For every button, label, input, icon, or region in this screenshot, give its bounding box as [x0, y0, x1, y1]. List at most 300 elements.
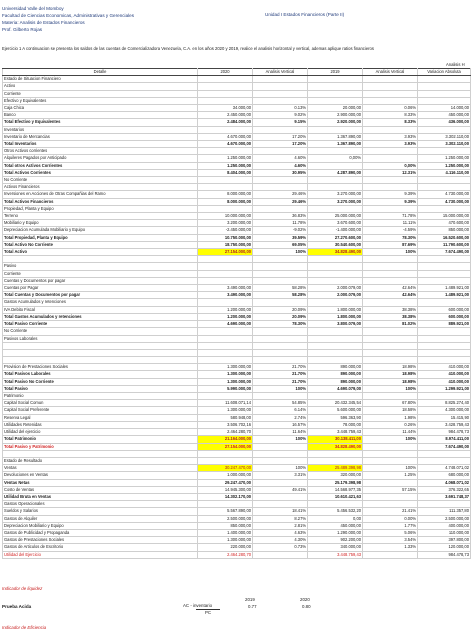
- value-cell[interactable]: [253, 299, 308, 306]
- value-cell[interactable]: [308, 299, 363, 306]
- value-cell[interactable]: 11.44%: [363, 429, 418, 436]
- value-cell[interactable]: 410.000,00: [418, 371, 471, 378]
- value-cell[interactable]: 3.93%: [363, 133, 418, 140]
- value-cell[interactable]: 0.26%: [363, 421, 418, 428]
- row-label-cell[interactable]: Gastos de Articulos de Escritorio: [3, 544, 198, 551]
- value-cell[interactable]: [363, 177, 418, 184]
- value-cell[interactable]: [363, 457, 418, 464]
- value-cell[interactable]: 8.27%: [253, 515, 308, 522]
- value-cell[interactable]: 889.921,00: [418, 321, 471, 328]
- value-cell[interactable]: 2.920.000,00: [308, 119, 363, 126]
- value-cell[interactable]: 4.690.000,00: [198, 321, 253, 328]
- value-cell[interactable]: -1.400.000,00: [308, 227, 363, 234]
- value-cell[interactable]: 27.154.000,00: [198, 443, 253, 450]
- value-cell[interactable]: 9.15%: [253, 119, 308, 126]
- value-cell[interactable]: [308, 148, 363, 155]
- row-label-cell[interactable]: Gastos Acumulados y retenciones: [3, 299, 198, 306]
- value-cell[interactable]: 2.484.000,00: [198, 119, 253, 126]
- value-cell[interactable]: 25.000.000,00: [308, 213, 363, 220]
- value-cell[interactable]: 1.200.000,00: [198, 306, 253, 313]
- value-cell[interactable]: [198, 256, 253, 263]
- value-cell[interactable]: 16.520.600,00: [418, 234, 471, 241]
- value-cell[interactable]: 18.98%: [363, 364, 418, 371]
- value-cell[interactable]: 110.000,00: [418, 529, 471, 536]
- row-label-cell[interactable]: Corriente: [3, 90, 198, 97]
- row-label-cell[interactable]: Inversiones en Acciones de Otras Compañias del Ramo: [3, 191, 198, 198]
- value-cell[interactable]: [363, 270, 418, 277]
- value-cell[interactable]: [253, 457, 308, 464]
- value-cell[interactable]: [308, 457, 363, 464]
- value-cell[interactable]: [198, 457, 253, 464]
- row-label-cell[interactable]: [3, 256, 198, 263]
- value-cell[interactable]: [308, 349, 363, 356]
- value-cell[interactable]: 42.64%: [363, 285, 418, 292]
- value-cell[interactable]: 1.800.000,00: [308, 313, 363, 320]
- value-cell[interactable]: 8.404.000,00: [198, 169, 253, 176]
- value-cell[interactable]: 3.448.759,43: [308, 551, 363, 558]
- value-cell[interactable]: 10.750.000,00: [198, 234, 253, 241]
- value-cell[interactable]: [363, 501, 418, 508]
- value-cell[interactable]: 340.000,00: [308, 544, 363, 551]
- value-cell[interactable]: 14.302.170,00: [198, 493, 253, 500]
- value-cell[interactable]: 3.54%: [363, 537, 418, 544]
- row-label-cell[interactable]: [3, 450, 198, 457]
- value-cell[interactable]: [198, 76, 253, 83]
- value-cell[interactable]: 1.800.000,00: [308, 306, 363, 313]
- value-cell[interactable]: 1.300.000,00: [198, 364, 253, 371]
- row-label-cell[interactable]: Total Pasivo No Corriente: [3, 378, 198, 385]
- value-cell[interactable]: 30.247.470,00: [198, 465, 253, 472]
- value-cell[interactable]: 0,00%: [363, 162, 418, 169]
- value-cell[interactable]: [198, 177, 253, 184]
- value-cell[interactable]: [363, 357, 418, 364]
- row-label-cell[interactable]: Estado de Situacion Financiero: [3, 76, 198, 83]
- value-cell[interactable]: 410.000,00: [418, 364, 471, 371]
- value-cell[interactable]: 4.748.071,02: [418, 465, 471, 472]
- value-cell[interactable]: [198, 90, 253, 97]
- row-label-cell[interactable]: Gastos Operacionales: [3, 501, 198, 508]
- value-cell[interactable]: [253, 76, 308, 83]
- value-cell[interactable]: 14.568.977,35: [308, 486, 363, 493]
- value-cell[interactable]: 5.990.000,00: [198, 385, 253, 392]
- value-cell[interactable]: 0.06%: [363, 105, 418, 112]
- value-cell[interactable]: [363, 443, 418, 450]
- row-label-cell[interactable]: Total Cuentas y Documentos por pagar: [3, 292, 198, 299]
- row-label-cell[interactable]: Pasivo: [3, 263, 198, 270]
- value-cell[interactable]: [418, 393, 471, 400]
- row-label-cell[interactable]: IVA Debito Fiscal: [3, 306, 198, 313]
- value-cell[interactable]: [198, 205, 253, 212]
- value-cell[interactable]: 3.302.110,00: [418, 133, 471, 140]
- value-cell[interactable]: 9.02%: [253, 112, 308, 119]
- value-cell[interactable]: [198, 184, 253, 191]
- value-cell[interactable]: 30.540.600,00: [308, 241, 363, 248]
- value-cell[interactable]: [253, 263, 308, 270]
- value-cell[interactable]: [418, 177, 471, 184]
- row-label-cell[interactable]: Estado de Resultado: [3, 457, 198, 464]
- value-cell[interactable]: [418, 76, 471, 83]
- value-cell[interactable]: 0.13%: [253, 105, 308, 112]
- row-label-cell[interactable]: Depreciacion Mobiliario y Equipo: [3, 522, 198, 529]
- value-cell[interactable]: 4.116.110,00: [418, 169, 471, 176]
- value-cell[interactable]: 21.41%: [363, 508, 418, 515]
- value-cell[interactable]: 1.300.000,00: [198, 407, 253, 414]
- value-cell[interactable]: 984.478,73: [418, 429, 471, 436]
- value-cell[interactable]: 2.900.000,00: [308, 112, 363, 119]
- value-cell[interactable]: [363, 155, 418, 162]
- value-cell[interactable]: [418, 457, 471, 464]
- value-cell[interactable]: 29.247.470,00: [198, 479, 253, 486]
- value-cell[interactable]: [363, 450, 418, 457]
- value-cell[interactable]: 71.78%: [363, 213, 418, 220]
- value-cell[interactable]: [308, 342, 363, 349]
- row-label-cell[interactable]: Mobiliario y Equipo: [3, 220, 198, 227]
- value-cell[interactable]: 1.98%: [363, 414, 418, 421]
- value-cell[interactable]: 21.70%: [253, 371, 308, 378]
- value-cell[interactable]: 5.600.000,00: [308, 407, 363, 414]
- row-label-cell[interactable]: Inventario de Mercancias: [3, 133, 198, 140]
- value-cell[interactable]: [363, 90, 418, 97]
- value-cell[interactable]: [253, 335, 308, 342]
- row-label-cell[interactable]: Alquileres Pagados por Anticipado: [3, 155, 198, 162]
- value-cell[interactable]: [363, 83, 418, 90]
- row-label-cell[interactable]: Caja Chica: [3, 105, 198, 112]
- value-cell[interactable]: 4.63%: [253, 529, 308, 536]
- value-cell[interactable]: [418, 335, 471, 342]
- value-cell[interactable]: [418, 357, 471, 364]
- value-cell[interactable]: 69.05%: [253, 241, 308, 248]
- value-cell[interactable]: 3.93%: [363, 141, 418, 148]
- value-cell[interactable]: [418, 205, 471, 212]
- value-cell[interactable]: [308, 76, 363, 83]
- value-cell[interactable]: 11.64%: [253, 429, 308, 436]
- value-cell[interactable]: [418, 148, 471, 155]
- value-cell[interactable]: 4.730.000,00: [418, 198, 471, 205]
- value-cell[interactable]: 39.59%: [253, 234, 308, 241]
- value-cell[interactable]: [308, 393, 363, 400]
- value-cell[interactable]: [253, 277, 308, 284]
- value-cell[interactable]: [198, 148, 253, 155]
- row-label-cell[interactable]: Total Propiedad, Planta y Equipo: [3, 234, 198, 241]
- row-label-cell[interactable]: Total Activo No Corriente: [3, 241, 198, 248]
- value-cell[interactable]: 3.800.079,00: [308, 321, 363, 328]
- value-cell[interactable]: [363, 205, 418, 212]
- value-cell[interactable]: [363, 184, 418, 191]
- value-cell[interactable]: 5.456.532,20: [308, 508, 363, 515]
- value-cell[interactable]: 7.674.490,00: [418, 249, 471, 256]
- value-cell[interactable]: [363, 335, 418, 342]
- value-cell[interactable]: [253, 493, 308, 500]
- value-cell[interactable]: 4.730.000,00: [418, 191, 471, 198]
- value-cell[interactable]: 1.250.000,00: [418, 155, 471, 162]
- value-cell[interactable]: 100%: [253, 249, 308, 256]
- value-cell[interactable]: 20.432.345,54: [308, 400, 363, 407]
- value-cell[interactable]: [418, 270, 471, 277]
- row-label-cell[interactable]: [3, 349, 198, 356]
- row-label-cell[interactable]: Total Gastos Acumulados y retenciones: [3, 313, 198, 320]
- row-label-cell[interactable]: Ventas: [3, 465, 198, 472]
- value-cell[interactable]: 14.000,00: [418, 105, 471, 112]
- value-cell[interactable]: 320.000,00: [308, 472, 363, 479]
- value-cell[interactable]: [198, 277, 253, 284]
- value-cell[interactable]: 3.490.000,00: [198, 292, 253, 299]
- value-cell[interactable]: 890.000,00: [308, 378, 363, 385]
- value-cell[interactable]: 8.33%: [363, 112, 418, 119]
- value-cell[interactable]: 436.000,00: [418, 119, 471, 126]
- value-cell[interactable]: 38.38%: [363, 313, 418, 320]
- row-label-cell[interactable]: Total Patrimonio: [3, 436, 198, 443]
- value-cell[interactable]: 220.000,00: [198, 544, 253, 551]
- value-cell[interactable]: [308, 335, 363, 342]
- value-cell[interactable]: -4.59%: [363, 227, 418, 234]
- row-label-cell[interactable]: Utilidad del ejercicio: [3, 429, 198, 436]
- value-cell[interactable]: 2.500.000,00: [418, 515, 471, 522]
- row-label-cell[interactable]: Patrimonio: [3, 393, 198, 400]
- row-label-cell[interactable]: Corriente: [3, 270, 198, 277]
- value-cell[interactable]: 78.30%: [363, 234, 418, 241]
- value-cell[interactable]: 36.83%: [253, 213, 308, 220]
- value-cell[interactable]: 29.46%: [253, 198, 308, 205]
- value-cell[interactable]: [198, 335, 253, 342]
- value-cell[interactable]: [418, 263, 471, 270]
- value-cell[interactable]: [363, 393, 418, 400]
- row-label-cell[interactable]: Total Activos Corrientes: [3, 169, 198, 176]
- row-label-cell[interactable]: Otros Activos corrientes: [3, 148, 198, 155]
- value-cell[interactable]: 15.000.000,00: [418, 213, 471, 220]
- value-cell[interactable]: 11.790.600,00: [418, 241, 471, 248]
- value-cell[interactable]: [253, 205, 308, 212]
- row-label-cell[interactable]: Efectivo y Equivalentes: [3, 97, 198, 104]
- value-cell[interactable]: 7.674.490,00: [418, 443, 471, 450]
- value-cell[interactable]: -2.450.000,00: [198, 227, 253, 234]
- value-cell[interactable]: 0.73%: [253, 544, 308, 551]
- value-cell[interactable]: 30.138.411,00: [308, 436, 363, 443]
- value-cell[interactable]: [253, 256, 308, 263]
- value-cell[interactable]: [198, 270, 253, 277]
- value-cell[interactable]: 4.60%: [253, 155, 308, 162]
- value-cell[interactable]: [418, 501, 471, 508]
- value-cell[interactable]: 120.000,00: [418, 544, 471, 551]
- value-cell[interactable]: 2.464.280,70: [198, 551, 253, 558]
- row-label-cell[interactable]: Costo de Ventas: [3, 486, 198, 493]
- value-cell[interactable]: 2.000.079,00: [308, 292, 363, 299]
- value-cell[interactable]: [198, 393, 253, 400]
- value-cell[interactable]: [198, 501, 253, 508]
- value-cell[interactable]: 16.57%: [253, 421, 308, 428]
- value-cell[interactable]: 30.95%: [253, 169, 308, 176]
- value-cell[interactable]: 4.60%: [253, 162, 308, 169]
- value-cell[interactable]: [308, 205, 363, 212]
- row-label-cell[interactable]: No Corriente: [3, 177, 198, 184]
- value-cell[interactable]: 27.154.000,00: [198, 249, 253, 256]
- value-cell[interactable]: [418, 277, 471, 284]
- value-cell[interactable]: [308, 184, 363, 191]
- value-cell[interactable]: 984.478,73: [418, 551, 471, 558]
- value-cell[interactable]: 4.287.890,00: [308, 169, 363, 176]
- value-cell[interactable]: 78.30%: [253, 321, 308, 328]
- value-cell[interactable]: 850.000,00: [418, 227, 471, 234]
- value-cell[interactable]: [363, 493, 418, 500]
- value-cell[interactable]: 27.270.600,00: [308, 234, 363, 241]
- value-cell[interactable]: 4.30%: [253, 537, 308, 544]
- value-cell[interactable]: 4.068.071,02: [418, 479, 471, 486]
- value-cell[interactable]: 18.58%: [363, 407, 418, 414]
- row-label-cell[interactable]: Sueldos y Salarios: [3, 508, 198, 515]
- value-cell[interactable]: 450.000,00: [308, 522, 363, 529]
- value-cell[interactable]: 5.06%: [363, 529, 418, 536]
- value-cell[interactable]: -9.02%: [253, 227, 308, 234]
- value-cell[interactable]: 1.367.890,00: [308, 141, 363, 148]
- value-cell[interactable]: [308, 256, 363, 263]
- value-cell[interactable]: [198, 342, 253, 349]
- value-cell[interactable]: 0,00: [308, 515, 363, 522]
- value-cell[interactable]: 18.98%: [363, 378, 418, 385]
- row-label-cell[interactable]: [3, 357, 198, 364]
- value-cell[interactable]: 25.179.398,98: [308, 479, 363, 486]
- value-cell[interactable]: 100%: [363, 436, 418, 443]
- value-cell[interactable]: 600.000,00: [418, 313, 471, 320]
- value-cell[interactable]: [363, 551, 418, 558]
- value-cell[interactable]: [253, 479, 308, 486]
- value-cell[interactable]: 58.28%: [253, 292, 308, 299]
- value-cell[interactable]: [253, 357, 308, 364]
- row-label-cell[interactable]: Total Pasivo Corriente: [3, 321, 198, 328]
- row-label-cell[interactable]: Utilidades Retenidas: [3, 421, 198, 428]
- value-cell[interactable]: [253, 501, 308, 508]
- value-cell[interactable]: [363, 299, 418, 306]
- value-cell[interactable]: 2.500.000,00: [198, 515, 253, 522]
- value-cell[interactable]: 100%: [363, 385, 418, 392]
- value-cell[interactable]: 1.489.921,00: [418, 292, 471, 299]
- value-cell[interactable]: [198, 83, 253, 90]
- value-cell[interactable]: [363, 76, 418, 83]
- value-cell[interactable]: 1.290.000,00: [308, 529, 363, 536]
- value-cell[interactable]: 410.000,00: [418, 378, 471, 385]
- value-cell[interactable]: [308, 177, 363, 184]
- value-cell[interactable]: 1.25%: [363, 472, 418, 479]
- value-cell[interactable]: [363, 349, 418, 356]
- value-cell[interactable]: [308, 357, 363, 364]
- value-cell[interactable]: 8.33%: [363, 119, 418, 126]
- value-cell[interactable]: [418, 90, 471, 97]
- value-cell[interactable]: 3.506.702,16: [198, 421, 253, 428]
- value-cell[interactable]: [363, 97, 418, 104]
- row-label-cell[interactable]: Total otros Activos Corrientes: [3, 162, 198, 169]
- value-cell[interactable]: 21.70%: [253, 364, 308, 371]
- value-cell[interactable]: 9.39%: [363, 191, 418, 198]
- row-label-cell[interactable]: No Corriente: [3, 328, 198, 335]
- value-cell[interactable]: 3.270.000,00: [308, 191, 363, 198]
- value-cell[interactable]: 111.357,80: [418, 508, 471, 515]
- row-label-cell[interactable]: Gastos de Publicidad y Propaganda: [3, 529, 198, 536]
- value-cell[interactable]: [253, 97, 308, 104]
- value-cell[interactable]: 5.567.890,00: [198, 508, 253, 515]
- value-cell[interactable]: 34.828.490,00: [308, 249, 363, 256]
- value-cell[interactable]: 1.299.921,00: [418, 385, 471, 392]
- value-cell[interactable]: [363, 479, 418, 486]
- row-label-cell[interactable]: Capital Social Preferente: [3, 407, 198, 414]
- row-label-cell[interactable]: Depreciacion Acumulada Mobiliario y Equipo: [3, 227, 198, 234]
- value-cell[interactable]: 49.41%: [253, 486, 308, 493]
- value-cell[interactable]: 4.300.000,00: [418, 407, 471, 414]
- value-cell[interactable]: [308, 263, 363, 270]
- row-label-cell[interactable]: Total Efectivo y Equivalentes: [3, 119, 198, 126]
- value-cell[interactable]: [418, 256, 471, 263]
- value-cell[interactable]: 3.448.759,43: [308, 429, 363, 436]
- row-label-cell[interactable]: Total Pasivo y Patrimonio: [3, 443, 198, 450]
- value-cell[interactable]: [253, 90, 308, 97]
- value-cell[interactable]: [308, 126, 363, 133]
- value-cell[interactable]: 680.000,00: [418, 472, 471, 479]
- value-cell[interactable]: 1.000.000,00: [198, 472, 253, 479]
- value-cell[interactable]: [198, 97, 253, 104]
- value-cell[interactable]: [253, 349, 308, 356]
- value-cell[interactable]: [198, 328, 253, 335]
- value-cell[interactable]: [253, 184, 308, 191]
- value-cell[interactable]: 0.00%: [363, 515, 418, 522]
- value-cell[interactable]: [363, 263, 418, 270]
- value-cell[interactable]: 1.250.000,00: [418, 162, 471, 169]
- value-cell[interactable]: [308, 450, 363, 457]
- value-cell[interactable]: 58.28%: [253, 285, 308, 292]
- value-cell[interactable]: 3.31%: [253, 472, 308, 479]
- value-cell[interactable]: [253, 328, 308, 335]
- value-cell[interactable]: 1.77%: [363, 522, 418, 529]
- value-cell[interactable]: [253, 393, 308, 400]
- value-cell[interactable]: 580.948,00: [198, 414, 253, 421]
- value-cell[interactable]: 8.974.411,00: [418, 436, 471, 443]
- value-cell[interactable]: 596.363,90: [308, 414, 363, 421]
- value-cell[interactable]: [308, 83, 363, 90]
- value-cell[interactable]: [363, 126, 418, 133]
- value-cell[interactable]: 100%: [253, 465, 308, 472]
- value-cell[interactable]: 890.000,00: [308, 364, 363, 371]
- row-label-cell[interactable]: Utilidad del Ejercicio: [3, 551, 198, 558]
- value-cell[interactable]: [418, 450, 471, 457]
- value-cell[interactable]: 87.69%: [363, 241, 418, 248]
- value-cell[interactable]: 25.489.398,98: [308, 465, 363, 472]
- value-cell[interactable]: 11.11%: [363, 220, 418, 227]
- value-cell[interactable]: [418, 342, 471, 349]
- value-cell[interactable]: 4.670.000,00: [198, 141, 253, 148]
- value-cell[interactable]: 376.322,65: [418, 486, 471, 493]
- value-cell[interactable]: 1.250.000,00: [198, 162, 253, 169]
- value-cell[interactable]: 1.300.000,00: [198, 371, 253, 378]
- value-cell[interactable]: 470.600,00: [418, 220, 471, 227]
- value-cell[interactable]: [253, 450, 308, 457]
- value-cell[interactable]: 400.000,00: [418, 522, 471, 529]
- value-cell[interactable]: 11.78%: [253, 220, 308, 227]
- value-cell[interactable]: 11.608.071,14: [198, 400, 253, 407]
- value-cell[interactable]: 9.39%: [363, 198, 418, 205]
- value-cell[interactable]: 2.000.079,00: [308, 285, 363, 292]
- value-cell[interactable]: [308, 270, 363, 277]
- value-cell[interactable]: 34.000,00: [198, 105, 253, 112]
- value-cell[interactable]: 6.14%: [253, 407, 308, 414]
- value-cell[interactable]: 2.74%: [253, 414, 308, 421]
- value-cell[interactable]: 20.09%: [253, 313, 308, 320]
- value-cell[interactable]: 20.09%: [253, 306, 308, 313]
- row-label-cell[interactable]: Activo: [3, 83, 198, 90]
- row-label-cell[interactable]: Activos Financieros: [3, 184, 198, 191]
- value-cell[interactable]: [198, 357, 253, 364]
- row-label-cell[interactable]: Gastos de Alquiler: [3, 515, 198, 522]
- value-cell[interactable]: 20.000,00: [308, 105, 363, 112]
- row-label-cell[interactable]: Cuentas por Pagar: [3, 285, 198, 292]
- value-cell[interactable]: [253, 177, 308, 184]
- value-cell[interactable]: 8.000.000,00: [198, 198, 253, 205]
- value-cell[interactable]: 57.15%: [363, 486, 418, 493]
